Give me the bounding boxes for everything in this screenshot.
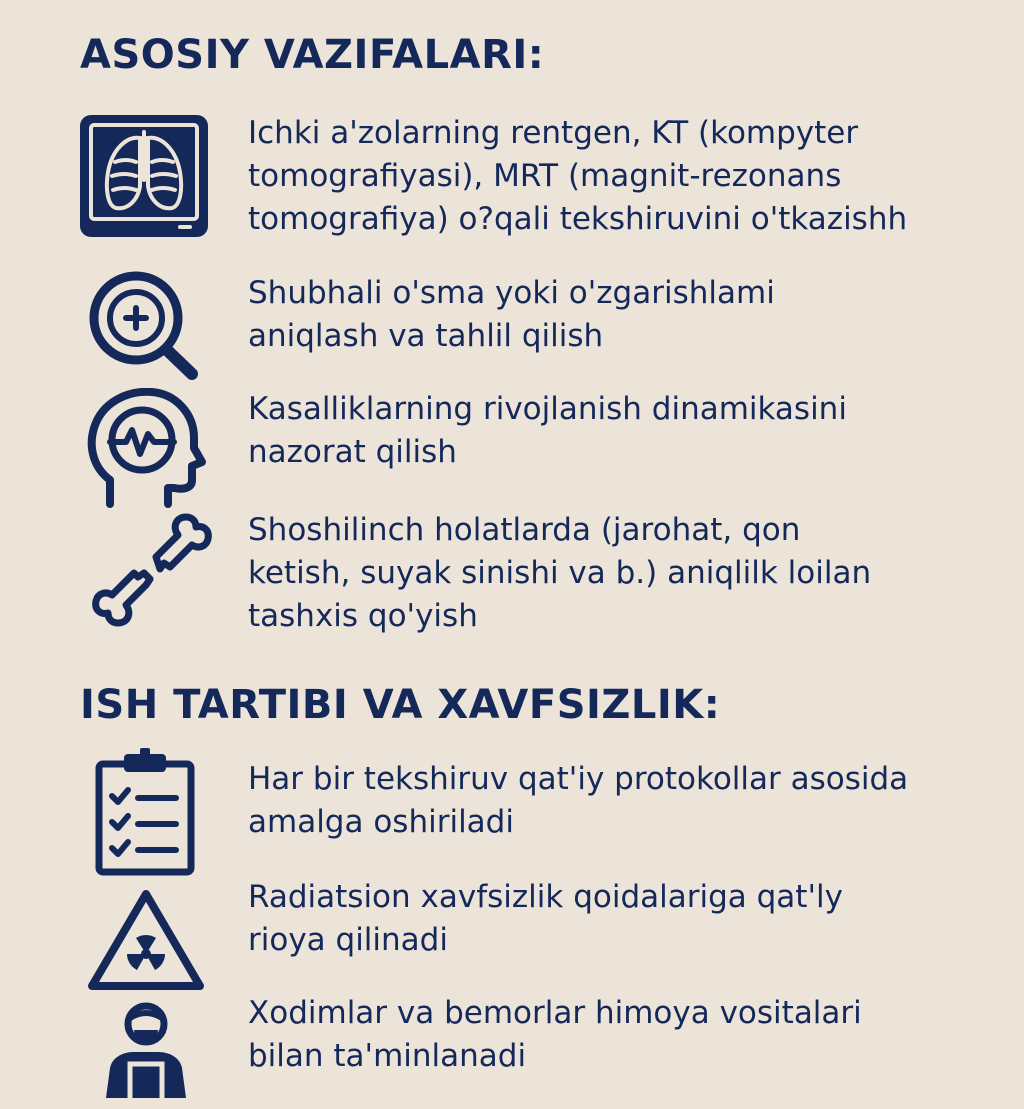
broken-bone-icon xyxy=(86,505,214,641)
item-text: Kasalliklarning rivojlanish dinamikasini nazorat qilish xyxy=(248,391,847,470)
item-text: Ichki a'zolarning rentgen, KT (kompyter tomografiyasi), MRT (magnit-rezonans tomografiya) o?qali tekshiruvini o'tkazishh xyxy=(248,115,908,237)
head-brainwave-icon xyxy=(84,388,208,510)
radiation-warning-icon xyxy=(86,888,206,992)
item-text: Har bir tekshiruv qat'iy protokollar asosida amalga oshiriladi xyxy=(248,761,909,840)
item-text: Radiatsion xavfsizlik qoidalariga qat'ly rioya qilinadi xyxy=(248,879,843,958)
item-text: Shoshilinch holatlarda (jarohat, qon ketish, suyak sinishi va b.) aniqlilk loilan tashxis qo'yish xyxy=(248,512,872,634)
clipboard-checklist-icon xyxy=(94,748,196,878)
xray-lungs-icon xyxy=(78,110,210,242)
item-text: Shubhali o'sma yoki o'zgarishlami aniqlash va tahlil qilish xyxy=(248,275,775,354)
item-text: Xodimlar va bemorlar himoya vositalari bilan ta'minlanadi xyxy=(248,995,862,1074)
staff-protective-icon xyxy=(100,1000,192,1100)
magnifier-plus-icon xyxy=(84,268,204,380)
section-title-work-safety: ISH TARTIBI VA XAVFSIZLIK: xyxy=(80,682,721,728)
section-title-main-tasks: ASOSIY VAZIFALARI: xyxy=(80,32,545,78)
